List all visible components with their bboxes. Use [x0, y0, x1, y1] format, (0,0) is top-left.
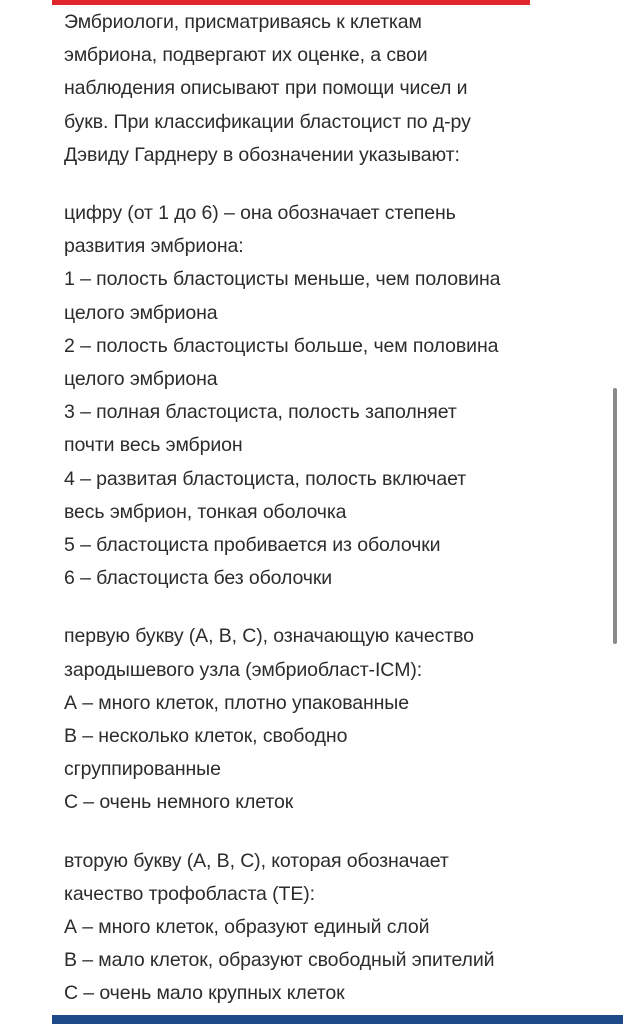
paragraph-gap	[64, 172, 604, 197]
list-item-line: целого эмбриона	[64, 368, 218, 391]
intro-line: эмбриона, подвергают их оценке, а свои	[64, 44, 428, 67]
second-letter-section	[64, 845, 604, 1011]
list-item-line: С – очень мало крупных клеток	[64, 982, 345, 1005]
intro-line: наблюдения описывают при помощи чисел и	[64, 77, 468, 100]
intro-line: Эмбриологи, присматриваясь к клеткам	[64, 11, 422, 33]
section-heading-line: зародышевого узла (эмбриобласт-ICM):	[64, 658, 423, 681]
list-item-line: 1 – полость бластоцисты меньше, чем половина	[64, 268, 501, 291]
paragraph-gap	[64, 820, 604, 845]
list-item-line: 3 – полная бластоциста, полость заполняет	[64, 401, 457, 424]
article-body	[64, 6, 604, 1011]
intro-paragraph	[64, 6, 604, 172]
list-item-line: В – мало клеток, образуют свободный эпителий	[64, 949, 495, 972]
digit-section	[64, 197, 604, 595]
list-item-line: 6 – бластоциста без оболочки	[64, 567, 333, 590]
list-item-line: В – несколько клеток, свободно	[64, 725, 348, 748]
list-item-line: весь эмбрион, тонкая оболочка	[64, 500, 347, 523]
top-accent-bar	[52, 0, 530, 5]
list-item-line: 5 – бластоциста пробивается из оболочки	[64, 534, 441, 557]
bottom-accent-bar	[52, 1015, 623, 1024]
list-item-line: почти весь эмбрион	[64, 434, 243, 457]
intro-line: букв. При классификации бластоцист по д-ру	[64, 110, 471, 133]
paragraph-gap	[64, 595, 604, 620]
intro-line: Дэвиду Гарднеру в обозначении указывают:	[64, 143, 460, 166]
first-letter-section	[64, 620, 604, 819]
section-heading-line: развития эмбриона:	[64, 235, 244, 258]
section-heading-line: первую букву (А, В, С), означающую качество	[64, 625, 474, 648]
list-item-line: А – много клеток, образуют единый слой	[64, 916, 430, 939]
section-heading-line: цифру (от 1 до 6) – она обозначает степень	[64, 202, 456, 225]
list-item-line: А – много клеток, плотно упакованные	[64, 691, 409, 714]
list-item-line: 2 – полость бластоцисты больше, чем половина	[64, 334, 499, 357]
list-item-line: сгруппированные	[64, 758, 221, 781]
list-item-line: С – очень немного клеток	[64, 791, 294, 814]
section-heading-line: вторую букву (А, В, С), которая обозначает	[64, 849, 449, 872]
list-item-line: 4 – развитая бластоциста, полость включает	[64, 467, 467, 490]
section-heading-line: качество трофобласта (ТЕ):	[64, 882, 315, 905]
vertical-scrollbar[interactable]	[613, 388, 617, 644]
list-item-line: целого эмбриона	[64, 301, 218, 324]
